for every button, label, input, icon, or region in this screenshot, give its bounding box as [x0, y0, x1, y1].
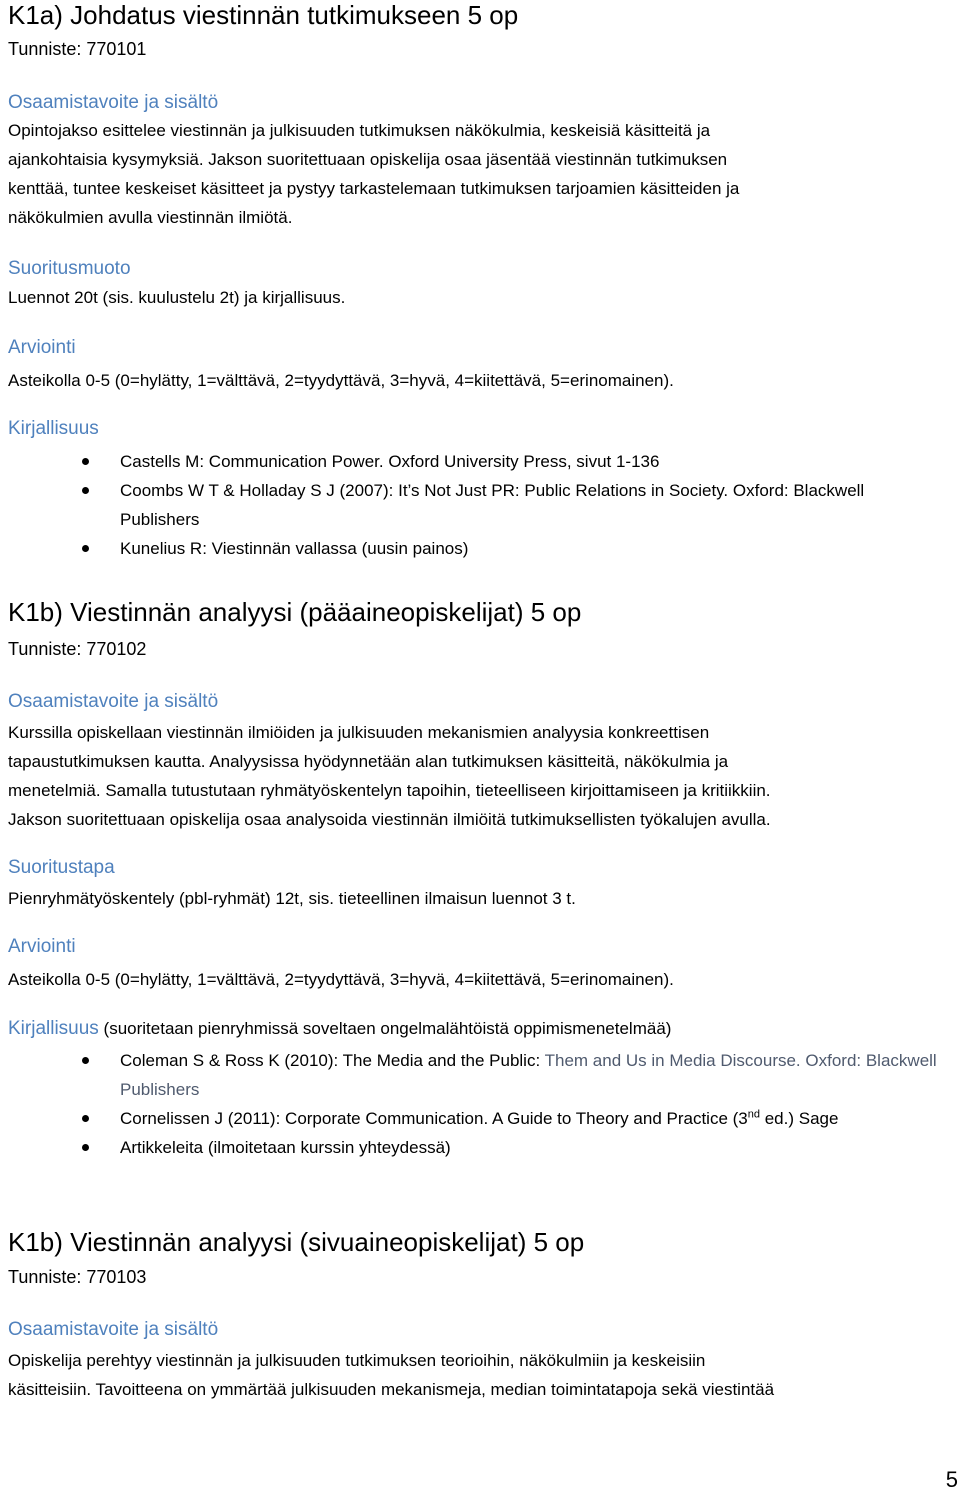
assessment-heading: Arviointi: [8, 936, 76, 957]
bullet-icon: [82, 545, 89, 552]
method-text: Luennot 20t (sis. kuulustelu 2t) ja kirjallisuus.: [8, 288, 346, 307]
goal-line: kenttää, tuntee keskeiset käsitteet ja pystyy tarkastelemaan tutkimuksen tarjoamien käsitteiden ja: [8, 179, 740, 198]
bullet-icon: [82, 458, 89, 465]
method-heading: Suoritustapa: [8, 857, 115, 878]
course-code: Tunniste: 770101: [8, 39, 147, 59]
goal-heading: Osaamistavoite ja sisältö: [8, 92, 219, 113]
assessment-text: Asteikolla 0-5 (0=hylätty, 1=välttävä, 2=tyydyttävä, 3=hyvä, 4=kiitettävä, 5=erinomainen).: [8, 371, 674, 390]
goal-heading: Osaamistavoite ja sisältö: [8, 691, 219, 712]
goal-heading: Osaamistavoite ja sisältö: [8, 1319, 219, 1340]
course-title: K1a) Johdatus viestinnän tutkimukseen 5 op: [8, 0, 519, 30]
goal-line: Jakson suoritettuaan opiskelija osaa analysoida viestinnän ilmiöitä tutkimuksellisten työkalujen avulla.: [8, 810, 771, 829]
assessment-text: Asteikolla 0-5 (0=hylätty, 1=välttävä, 2=tyydyttävä, 3=hyvä, 4=kiitettävä, 5=erinomainen).: [8, 970, 674, 989]
bullet-icon: [82, 1144, 89, 1151]
literature-heading-row: [8, 1016, 671, 1042]
literature-list: [0, 1046, 940, 1162]
method-text: Pienryhmätyöskentely (pbl-ryhmät) 12t, sis. tieteellinen ilmaisun luennot 3 t.: [8, 889, 576, 908]
goal-line: tapaustutkimuksen kautta. Analyysissa hyödynnetään alan tutkimuksen käsitteitä, näkökulmia ja: [8, 752, 729, 771]
course-title: K1b) Viestinnän analyysi (pääaineopiskelijat) 5 op: [8, 597, 582, 627]
literature-item: Castells M: Communication Power. Oxford University Press, sivut 1-136: [0, 447, 940, 476]
literature-item: Artikkeleita (ilmoitetaan kurssin yhteydessä): [0, 1133, 940, 1162]
goal-line: Kurssilla opiskellaan viestinnän ilmiöiden ja julkisuuden mekanismien analyysia konkreettisen: [8, 723, 710, 742]
literature-item: Kunelius R: Viestinnän vallassa (uusin painos): [0, 534, 940, 563]
bullet-icon: [82, 1057, 89, 1064]
goal-line: käsitteisiin. Tavoitteena on ymmärtää julkisuuden mekanismeja, median toimintatapoja sekä viestintää: [8, 1380, 775, 1399]
goal-line: ajankohtaisia kysymyksiä. Jakson suoritettuaan opiskelija osaa jäsentää viestinnän tutkimuksen: [8, 150, 728, 169]
goal-line: Opiskelija perehtyy viestinnän ja julkisuuden tutkimuksen teorioihin, näkökulmiin ja keskeisiin: [8, 1351, 706, 1370]
goal-line: Opintojakso esittelee viestinnän ja julkisuuden tutkimuksen näkökulmia, keskeisiä käsitteitä ja: [8, 121, 711, 140]
literature-note: (suoritetaan pienryhmissä soveltaen ongelmalähtöistä oppimismenetelmää): [98, 1019, 672, 1038]
page-number: 5: [945, 1467, 958, 1492]
literature-heading: Kirjallisuus: [8, 418, 99, 439]
literature-list: [0, 447, 940, 563]
literature-heading: Kirjallisuus: [8, 1018, 99, 1039]
course-code: Tunniste: 770102: [8, 639, 147, 659]
method-heading: Suoritusmuoto: [8, 258, 131, 279]
course-title: K1b) Viestinnän analyysi (sivuaineopiskelijat) 5 op: [8, 1227, 585, 1257]
course-code: Tunniste: 770103: [8, 1267, 147, 1287]
bullet-icon: [82, 1115, 89, 1122]
literature-item: Coleman S & Ross K (2010): The Media and the Public: Them and Us in Media Discourse. Oxford: Blackwell Publishers: [0, 1046, 940, 1104]
literature-item: Coombs W T & Holladay S J (2007): It’s Not Just PR: Public Relations in Society. Oxford: Blackwell Publishers: [0, 476, 940, 534]
goal-line: menetelmiä. Samalla tutustutaan ryhmätyöskentelyn tapoihin, tieteelliseen kirjoittamiseen ja kritiikkiin.: [8, 781, 771, 800]
goal-line: näkökulmien avulla viestinnän ilmiötä.: [8, 208, 293, 227]
bullet-icon: [82, 487, 89, 494]
assessment-heading: Arviointi: [8, 337, 76, 358]
literature-item: Cornelissen J (2011): Corporate Communication. A Guide to Theory and Practice (3nd ed.) Sage: [0, 1104, 940, 1133]
